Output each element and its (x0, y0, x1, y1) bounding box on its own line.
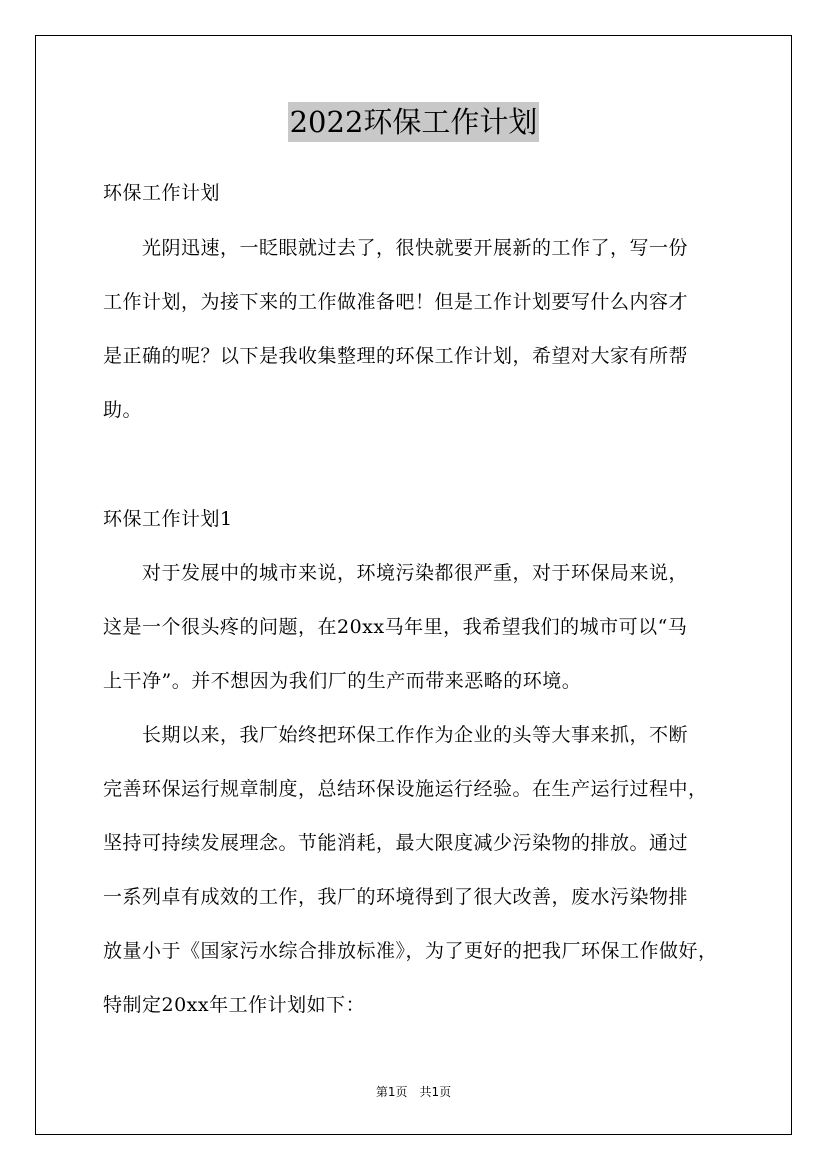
paragraph-line: 助。 (103, 399, 143, 421)
paragraph-line: 一系列卓有成效的工作，我厂的环境得到了很大改善，废水污染物排 (103, 886, 689, 908)
paragraph-line: 完善环保运行规章制度，总结环保设施运行经验。在生产运行过程中， (103, 778, 708, 800)
paragraph-line: 对于发展中的城市来说，环境污染都很严重，对于环保局来说， (103, 562, 689, 584)
paragraph-line: 这是一个很头疼的问题，在20xx马年里，我希望我们的城市可以“马 (103, 616, 688, 638)
section-heading: 环保工作计划1 (103, 508, 233, 530)
paragraph-line: 长期以来，我厂始终把环保工作作为企业的头等大事来抓，不断 (103, 724, 689, 746)
paragraph-line: 特制定20xx年工作计划如下： (103, 994, 366, 1016)
page-footer: 第1页 共1页 (375, 1085, 452, 1099)
paragraph-line: 坚持可持续发展理念。节能消耗，最大限度减少污染物的排放。通过 (103, 832, 689, 854)
paragraph-line: 放量小于《国家污水综合排放标准》，为了更好的把我厂环保工作做好， (103, 940, 718, 962)
document-title: 2022环保工作计划 (288, 102, 540, 142)
paragraph-line: 是正确的呢？以下是我收集整理的环保工作计划，希望对大家有所帮 (103, 345, 689, 367)
paragraph-line: 工作计划，为接下来的工作做准备吧！但是工作计划要写什么内容才 (103, 291, 689, 313)
title-container (0, 102, 827, 142)
paragraph-line: 上干净”。并不想因为我们厂的生产而带来恶略的环境。 (103, 670, 582, 692)
section-heading: 环保工作计划 (103, 182, 221, 204)
paragraph-line: 光阴迅速，一眨眼就过去了，很快就要开展新的工作了，写一份 (103, 237, 689, 259)
